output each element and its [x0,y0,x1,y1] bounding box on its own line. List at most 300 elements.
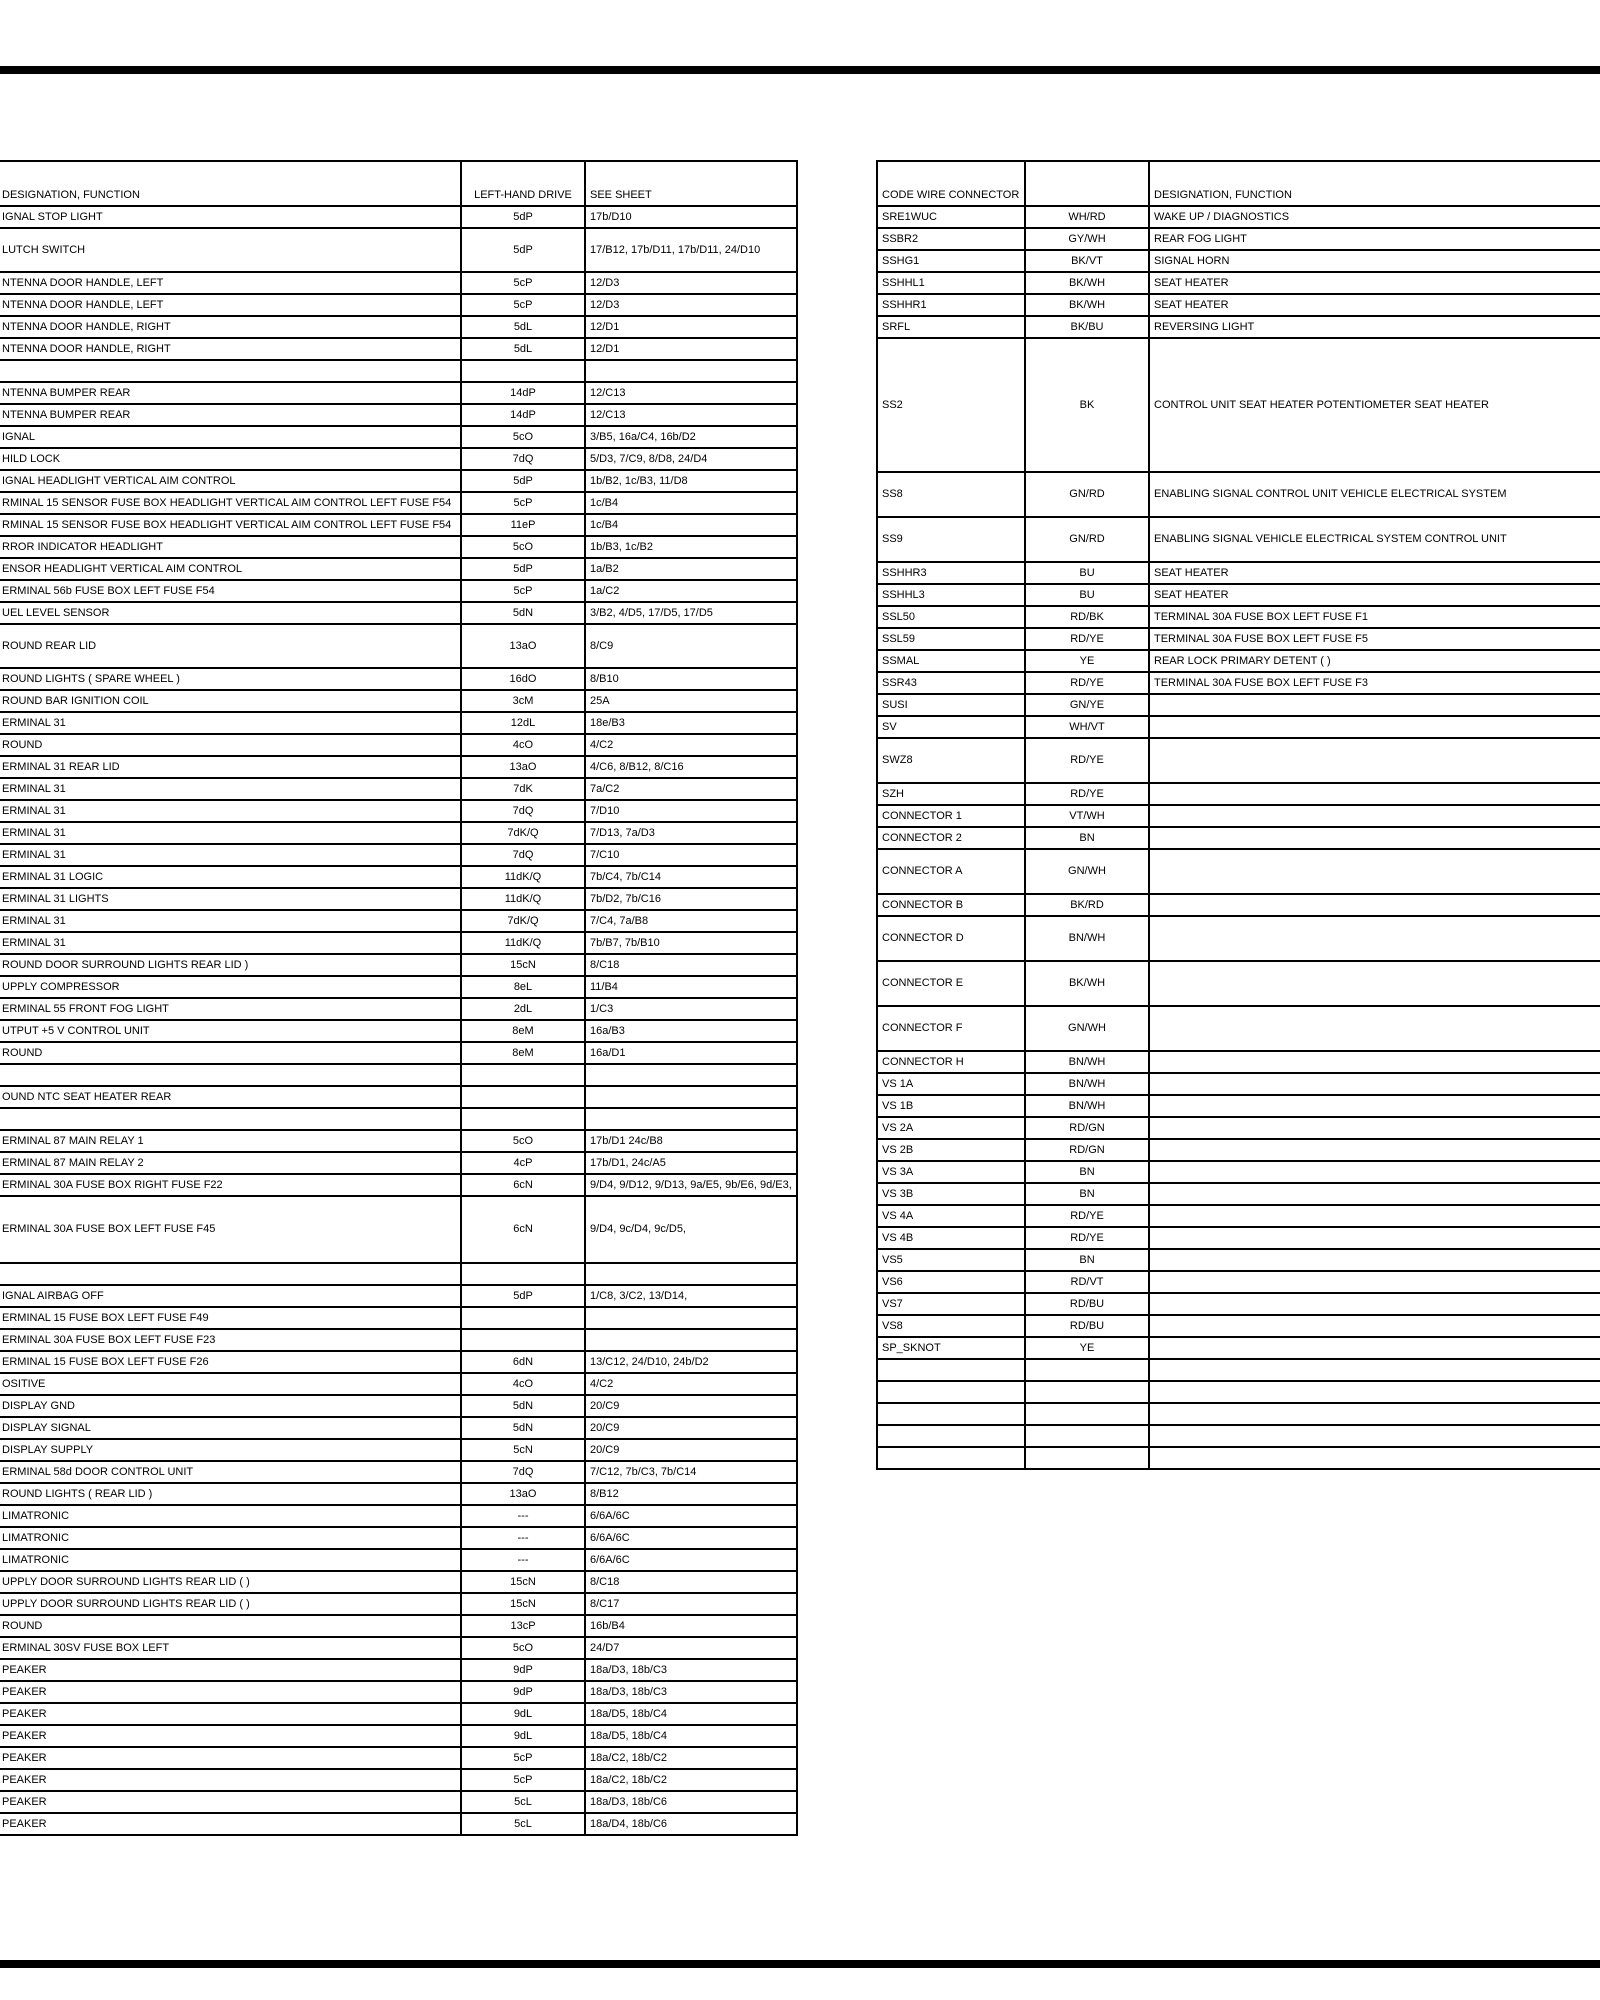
left-table-cell: 8/C18 [585,954,797,976]
left-table-cell [585,1329,797,1351]
left-table-row [0,668,797,690]
left-table-cell: 7b/C4, 7b/C14 [585,866,797,888]
left-table-cell: 20/C9 [585,1417,797,1439]
right-table-cell: SIGNAL HORN [1149,250,1600,272]
left-table-cell: 9/D4, 9/D12, 9/D13, 9a/E5, 9b/E6, 9d/E3, [585,1174,797,1196]
left-table-row [0,492,797,514]
left-table-row [0,866,797,888]
left-table-cell: OSITIVE [0,1373,461,1395]
left-table-cell: NTENNA DOOR HANDLE, LEFT [0,294,461,316]
right-table-row [877,672,1600,694]
right-table-cell: SRFL [877,316,1025,338]
right-table-cell: GN/YE [1025,694,1149,716]
left-table-cell: 7dQ [461,800,585,822]
left-table-row [0,932,797,954]
right-table-row [877,1381,1600,1403]
left-table-cell: ERMINAL 31 [0,778,461,800]
left-table-cell: RROR INDICATOR HEADLIGHT [0,536,461,558]
right-table-row [877,1359,1600,1381]
right-table-cell: SSHHL3 [877,584,1025,606]
right-table-cell: BN/WH [1025,1095,1149,1117]
left-table-row [0,448,797,470]
left-table-cell: NTENNA BUMPER REAR [0,382,461,404]
right-table-cell [1149,1006,1600,1051]
left-table-cell: --- [461,1549,585,1571]
left-table-cell: 3/B2, 4/D5, 17/D5, 17/D5 [585,602,797,624]
right-table-cell: BN [1025,1249,1149,1271]
right-table-cell: SWZ8 [877,738,1025,783]
left-table-cell: 6/6A/6C [585,1505,797,1527]
left-table-cell: 7b/D2, 7b/C16 [585,888,797,910]
left-table-cell: 5cP [461,1769,585,1791]
left-table-cell: ROUND BAR IGNITION COIL [0,690,461,712]
left-table-cell: 13aO [461,624,585,668]
left-table-cell: 13/C12, 24/D10, 24b/D2 [585,1351,797,1373]
left-table-row [0,1659,797,1681]
left-table-cell [461,1263,585,1285]
right-table-cell [1149,1315,1600,1337]
left-table-cell: 9/D4, 9c/D4, 9c/D5, [585,1196,797,1263]
left-table-cell: ERMINAL 31 REAR LID [0,756,461,778]
left-table-cell: 5dP [461,228,585,272]
right-table-cell: ENABLING SIGNAL CONTROL UNIT VEHICLE ELECTRICAL SYSTEM [1149,472,1600,517]
left-table-cell: 5dP [461,206,585,228]
left-table-row [0,756,797,778]
left-table-cell: 24/D7 [585,1637,797,1659]
right-table-cell: SSHHL1 [877,272,1025,294]
right-table-cell: CONNECTOR D [877,916,1025,961]
left-table-cell: 9dP [461,1681,585,1703]
left-table-cell: ERMINAL 31 [0,800,461,822]
left-table-cell: 12/D1 [585,338,797,360]
left-table-cell: 6cN [461,1174,585,1196]
left-table-cell: 5dN [461,1395,585,1417]
right-table-cell: BN/WH [1025,1051,1149,1073]
left-table-cell: 6/6A/6C [585,1549,797,1571]
right-table-cell: VS 4B [877,1227,1025,1249]
right-table-cell [1149,738,1600,783]
left-table-cell: 12/D3 [585,294,797,316]
right-table-cell [1149,1447,1600,1469]
right-table-cell: WH/RD [1025,206,1149,228]
left-table-row [0,1130,797,1152]
right-table-row [877,338,1600,472]
left-table-cell: 8/B10 [585,668,797,690]
left-table-row [0,1681,797,1703]
left-table-cell: IGNAL AIRBAG OFF [0,1285,461,1307]
right-table-cell [877,1381,1025,1403]
left-table-cell: 5dN [461,1417,585,1439]
left-table-cell: 5/D3, 7/C9, 8/D8, 24/D4 [585,448,797,470]
left-wiring-table [0,160,798,1836]
left-table-cell: ERMINAL 30A FUSE BOX LEFT FUSE F45 [0,1196,461,1263]
right-table-cell: VS 3B [877,1183,1025,1205]
left-table-cell: 5cN [461,1439,585,1461]
left-table-cell: 15cN [461,1593,585,1615]
left-table-row [0,1086,797,1108]
right-table-row [877,827,1600,849]
right-table-row [877,1337,1600,1359]
right-table-cell [877,1447,1025,1469]
right-table-row [877,1161,1600,1183]
right-table-cell: SS8 [877,472,1025,517]
left-table-cell: PEAKER [0,1703,461,1725]
right-table-row [877,961,1600,1006]
left-table-cell: 5cO [461,536,585,558]
right-table-cell: RD/GN [1025,1117,1149,1139]
left-table-cell: ERMINAL 15 FUSE BOX LEFT FUSE F26 [0,1351,461,1373]
left-table-cell: ERMINAL 31 [0,822,461,844]
right-table-cell [1149,1425,1600,1447]
left-table-cell: 12/D3 [585,272,797,294]
right-table-cell: RD/YE [1025,672,1149,694]
right-table-cell: SSHHR3 [877,562,1025,584]
left-table-cell: 3/B5, 16a/C4, 16b/D2 [585,426,797,448]
left-table-cell: PEAKER [0,1791,461,1813]
left-table-cell: 18a/C2, 18b/C2 [585,1747,797,1769]
left-table-cell: ERMINAL 30A FUSE BOX LEFT FUSE F23 [0,1329,461,1351]
right-table-row [877,206,1600,228]
right-table-cell: VS5 [877,1249,1025,1271]
left-table-row [0,536,797,558]
left-table-cell [585,1108,797,1130]
left-table-cell: 7/D10 [585,800,797,822]
right-table-row [877,472,1600,517]
left-table-cell: 11dK/Q [461,932,585,954]
right-table-cell [1149,1073,1600,1095]
right-table-row [877,1403,1600,1425]
left-table-cell: 7b/B7, 7b/B10 [585,932,797,954]
right-table-header-row [877,161,1600,206]
right-table-cell: WAKE UP / DIAGNOSTICS [1149,206,1600,228]
right-table-cell: RD/YE [1025,1205,1149,1227]
left-table-cell: 7/C10 [585,844,797,866]
right-table-row [877,1205,1600,1227]
left-table-cell: 15cN [461,1571,585,1593]
right-table-row [877,694,1600,716]
left-table-cell: 16a/B3 [585,1020,797,1042]
right-table-cell: RD/YE [1025,628,1149,650]
left-table-cell [0,1064,461,1086]
left-table-cell [461,1329,585,1351]
right-table-row [877,316,1600,338]
left-table-row [0,1813,797,1835]
left-table-cell: 8eM [461,1042,585,1064]
left-table-row [0,1461,797,1483]
left-table-cell: 8/C17 [585,1593,797,1615]
left-table-row [0,1395,797,1417]
left-table-row [0,1439,797,1461]
left-table-cell: ROUND [0,1042,461,1064]
left-table-cell: 7dK/Q [461,910,585,932]
left-table-cell: 16dO [461,668,585,690]
left-table-cell: 8/C9 [585,624,797,668]
left-table-cell: 9dP [461,1659,585,1681]
left-table-row [0,1285,797,1307]
right-table-cell: SUSI [877,694,1025,716]
left-table-cell: 3cM [461,690,585,712]
left-table-cell: 7/C12, 7b/C3, 7b/C14 [585,1461,797,1483]
right-table-cell: BN [1025,1161,1149,1183]
right-table-cell: CONNECTOR H [877,1051,1025,1073]
left-table-row [0,734,797,756]
right-table-cell: SP_SKNOT [877,1337,1025,1359]
left-table-cell: LIMATRONIC [0,1505,461,1527]
top-rule [0,66,1600,74]
right-table-row [877,228,1600,250]
left-table-cell: 5cO [461,1637,585,1659]
right-table-cell: SS2 [877,338,1025,472]
right-table-row [877,294,1600,316]
left-table-cell: 1c/B4 [585,514,797,536]
left-table-cell: 12dL [461,712,585,734]
right-table-row [877,894,1600,916]
left-table-cell: IGNAL HEADLIGHT VERTICAL AIM CONTROL [0,470,461,492]
right-table-cell: SSHHR1 [877,294,1025,316]
left-table-cell: 4cP [461,1152,585,1174]
left-table-cell: 17b/D10 [585,206,797,228]
bottom-rule [0,1960,1600,1968]
left-table-cell: NTENNA DOOR HANDLE, RIGHT [0,316,461,338]
left-table-row [0,338,797,360]
right-table-cell: VS 2B [877,1139,1025,1161]
right-table-row [877,1183,1600,1205]
right-table-cell: BK/WH [1025,961,1149,1006]
left-table-cell: 16a/D1 [585,1042,797,1064]
right-table-cell: CONNECTOR A [877,849,1025,894]
right-table-cell: BU [1025,584,1149,606]
right-table-cell: SSBR2 [877,228,1025,250]
left-table-cell: 8eM [461,1020,585,1042]
left-table-cell: 12/D1 [585,316,797,338]
right-table-row [877,738,1600,783]
left-table-row [0,690,797,712]
right-table-cell [877,1403,1025,1425]
right-table-cell: REAR LOCK PRIMARY DETENT ( ) [1149,650,1600,672]
right-table-cell: TERMINAL 30A FUSE BOX LEFT FUSE F5 [1149,628,1600,650]
right-table-row [877,716,1600,738]
right-table-cell [1149,1051,1600,1073]
right-table-cell [1149,1381,1600,1403]
right-table-cell [1149,1293,1600,1315]
left-table-cell: 20/C9 [585,1439,797,1461]
left-table-row [0,1417,797,1439]
right-table-cell: BK/VT [1025,250,1149,272]
left-table-cell: 13aO [461,1483,585,1505]
right-table-row [877,805,1600,827]
left-table-cell: PEAKER [0,1747,461,1769]
right-table-cell [1149,1117,1600,1139]
left-table-row [0,1064,797,1086]
left-table-cell: 16b/B4 [585,1615,797,1637]
left-table-cell: NTENNA DOOR HANDLE, RIGHT [0,338,461,360]
right-table-cell: RD/BU [1025,1315,1149,1337]
left-table-cell: 15cN [461,954,585,976]
left-table-cell [0,1263,461,1285]
right-table-cell: REVERSING LIGHT [1149,316,1600,338]
right-table-cell: SSL50 [877,606,1025,628]
left-table-row [0,998,797,1020]
left-table-row [0,1152,797,1174]
left-table-cell: 1b/B2, 1c/B3, 11/D8 [585,470,797,492]
left-table-cell: 18a/D3, 18b/C3 [585,1659,797,1681]
right-table-row [877,1227,1600,1249]
left-table-cell: 18a/D3, 18b/C3 [585,1681,797,1703]
left-table-cell: PEAKER [0,1725,461,1747]
right-table-cell: YE [1025,1337,1149,1359]
left-table-cell: 13cP [461,1615,585,1637]
right-table-row [877,517,1600,562]
right-table-row [877,1425,1600,1447]
left-table-cell: 5cP [461,272,585,294]
left-table-cell [585,1263,797,1285]
left-table-cell: PEAKER [0,1681,461,1703]
right-table-cell: SS9 [877,517,1025,562]
right-table-cell: SRE1WUC [877,206,1025,228]
left-table-cell [461,360,585,382]
left-table-cell: 9dL [461,1725,585,1747]
right-table-cell [1025,1403,1149,1425]
right-table-cell: GN/WH [1025,1006,1149,1051]
left-table-cell: ERMINAL 31 LOGIC [0,866,461,888]
left-table-row [0,470,797,492]
left-table-cell: PEAKER [0,1813,461,1835]
left-table-cell: 18a/C2, 18b/C2 [585,1769,797,1791]
right-table-cell [1149,1337,1600,1359]
left-table-row [0,1637,797,1659]
left-table-cell: 7dK/Q [461,822,585,844]
left-table-row [0,822,797,844]
right-table-cell [1149,849,1600,894]
left-table-cell: 4cO [461,734,585,756]
left-table-row [0,1571,797,1593]
left-table-cell: ERMINAL 58d DOOR CONTROL UNIT [0,1461,461,1483]
right-table-cell [1149,1139,1600,1161]
left-table-cell: 7dK [461,778,585,800]
right-table-cell: TERMINAL 30A FUSE BOX LEFT FUSE F1 [1149,606,1600,628]
right-table-cell: VS8 [877,1315,1025,1337]
right-table-cell: RD/YE [1025,783,1149,805]
left-table-cell: 11dK/Q [461,888,585,910]
left-table-cell: 8eL [461,976,585,998]
right-table-cell: SV [877,716,1025,738]
left-table-row [0,1020,797,1042]
right-table-row [877,1249,1600,1271]
right-table-cell: RD/YE [1025,1227,1149,1249]
right-table-cell: ENABLING SIGNAL VEHICLE ELECTRICAL SYSTEM CONTROL UNIT [1149,517,1600,562]
left-table-cell: UPPLY DOOR SURROUND LIGHTS REAR LID ( ) [0,1571,461,1593]
right-table-cell: SSL59 [877,628,1025,650]
left-table-cell: ERMINAL 87 MAIN RELAY 1 [0,1130,461,1152]
left-table-cell: ROUND [0,734,461,756]
right-table-row [877,584,1600,606]
left-table-cell: 12/C13 [585,404,797,426]
left-table-cell: 7a/C2 [585,778,797,800]
left-table-cell: 5cP [461,294,585,316]
left-table-row [0,1527,797,1549]
left-table-row [0,1307,797,1329]
right-table-row [877,916,1600,961]
right-table-cell: BU [1025,562,1149,584]
left-table-cell: ENSOR HEADLIGHT VERTICAL AIM CONTROL [0,558,461,580]
left-table-row [0,272,797,294]
right-table-header-cell: DESIGNATION, FUNCTION [1149,161,1600,206]
left-table-cell: 9dL [461,1703,585,1725]
left-table-cell [585,360,797,382]
right-table-cell: REAR FOG LIGHT [1149,228,1600,250]
left-table-row [0,206,797,228]
right-table-cell: RD/BK [1025,606,1149,628]
right-table-cell [1149,1183,1600,1205]
left-table-row [0,1769,797,1791]
left-table-cell: PEAKER [0,1659,461,1681]
right-table-cell [877,1425,1025,1447]
left-table-cell: 18a/D5, 18b/C4 [585,1703,797,1725]
left-table-cell: 17b/D1 24c/B8 [585,1130,797,1152]
left-table-cell: RMINAL 15 SENSOR FUSE BOX HEADLIGHT VERTICAL AIM CONTROL LEFT FUSE F54 [0,492,461,514]
right-table-header-cell [1025,161,1149,206]
right-table-cell: CONNECTOR E [877,961,1025,1006]
right-table-row [877,783,1600,805]
left-table-row [0,360,797,382]
left-table-cell: 6dN [461,1351,585,1373]
left-table-cell: 1b/B3, 1c/B2 [585,536,797,558]
left-table-cell: ERMINAL 31 [0,932,461,954]
right-table-cell: VS 1A [877,1073,1025,1095]
right-table-cell: VS7 [877,1293,1025,1315]
left-table-row [0,1042,797,1064]
right-table-row [877,1139,1600,1161]
right-table-row [877,1447,1600,1469]
left-table-row [0,910,797,932]
right-table-cell: VS 3A [877,1161,1025,1183]
left-table-row [0,558,797,580]
left-table-cell: OUND NTC SEAT HEATER REAR [0,1086,461,1108]
left-table-cell: 7dQ [461,448,585,470]
left-table-row [0,316,797,338]
left-table-row [0,1615,797,1637]
left-table-cell: IGNAL STOP LIGHT [0,206,461,228]
left-table-row [0,1351,797,1373]
right-table-cell: BN [1025,827,1149,849]
right-table-cell: SEAT HEATER [1149,294,1600,316]
right-table-row [877,650,1600,672]
left-table-cell: 4/C2 [585,1373,797,1395]
left-table-row [0,1703,797,1725]
left-table-cell: 5dP [461,558,585,580]
right-table-cell: SEAT HEATER [1149,584,1600,606]
left-table-cell: 5cL [461,1813,585,1835]
left-table-cell: ERMINAL 30A FUSE BOX RIGHT FUSE F22 [0,1174,461,1196]
right-table-cell: BN/WH [1025,1073,1149,1095]
right-table-row [877,1117,1600,1139]
left-table-cell: 17/B12, 17b/D11, 17b/D11, 24/D10 [585,228,797,272]
right-table-cell [1149,1271,1600,1293]
right-table-cell [1149,1095,1600,1117]
left-table-row [0,1108,797,1130]
right-table-cell: SEAT HEATER [1149,272,1600,294]
left-table-row [0,1174,797,1196]
left-table-cell: UEL LEVEL SENSOR [0,602,461,624]
left-table-cell: NTENNA DOOR HANDLE, LEFT [0,272,461,294]
left-table-cell: ROUND LIGHTS ( SPARE WHEEL ) [0,668,461,690]
right-table-cell [1025,1447,1149,1469]
right-table-row [877,606,1600,628]
left-table-cell: 18e/B3 [585,712,797,734]
left-table-cell: DISPLAY GND [0,1395,461,1417]
right-table-row [877,250,1600,272]
left-table-cell [585,1307,797,1329]
